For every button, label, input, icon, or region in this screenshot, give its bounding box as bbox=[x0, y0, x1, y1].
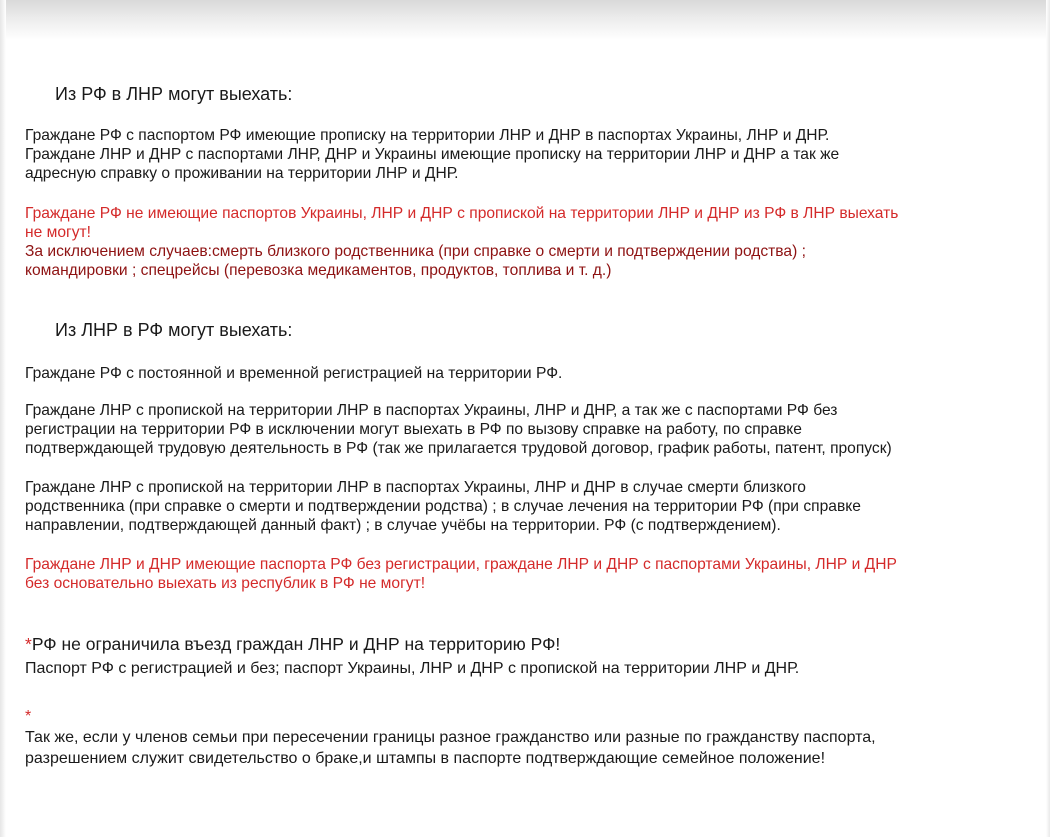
text-line: родственника (при справке о смерти и подтверждении родства) ; в случае лечения на территории РФ (при справке bbox=[25, 497, 861, 515]
text-line: адресную справку о проживании на территории ЛНР и ДНР. bbox=[25, 164, 459, 182]
note1-title-text: РФ не ограничила въезд граждан ЛНР и ДНР на территорию РФ! bbox=[31, 634, 561, 654]
section1-heading: Из РФ в ЛНР могут выехать: bbox=[55, 84, 293, 104]
warning-line: Граждане РФ не имеющие паспортов Украины, ЛНР и ДНР с пропиской на территории ЛНР и ДНР из РФ в ЛНР выехать bbox=[25, 205, 899, 222]
section2-paragraph-2 bbox=[25, 402, 892, 458]
note2-line-2: разрешением служит свидетельство о браке,и штампы в паспорте подтверждающие семейное положение! bbox=[25, 750, 826, 767]
text-line: Граждане ЛНР и ДНР с паспортами ЛНР, ДНР и Украины имеющие прописку на территории ЛНР и ДНР а так же bbox=[25, 145, 840, 163]
text-line: Граждане ЛНР с пропиской на территории ЛНР в паспортах Украины, ЛНР и ДНР в случае смерти близкого bbox=[25, 479, 806, 496]
section1-paragraph bbox=[25, 127, 839, 183]
section2-paragraph-3 bbox=[25, 479, 861, 535]
note1-body: Паспорт РФ с регистрацией и без; паспорт Украины, ЛНР и ДНР с пропиской на территории ЛНР и ДНР. bbox=[25, 660, 800, 677]
warning-line: не могут! bbox=[25, 223, 91, 241]
text-line: подтверждающей трудовую деятельность в РФ (так же прилагается трудовой договор, график работы, патент, пропуск) bbox=[25, 439, 892, 457]
note2 bbox=[25, 706, 876, 769]
section1-warning bbox=[25, 205, 898, 243]
note2-line-1-text: Так же, если у членов семьи при пересечении границы разное гражданство или разные по гражданству паспорта, bbox=[25, 729, 876, 746]
exception-line: За исключением случаев:смерть близкого родственника (при справке о смерти и подтверждении родства) ; bbox=[25, 243, 806, 260]
asterisk-marker: * bbox=[25, 708, 32, 725]
note1-title bbox=[25, 634, 560, 655]
asterisk-marker: * bbox=[25, 634, 32, 654]
section1-exceptions bbox=[25, 243, 806, 281]
warning-line: без основательно выехать из республик в РФ не могут! bbox=[25, 574, 426, 592]
note2-line-1 bbox=[25, 706, 876, 748]
section2-heading: Из ЛНР в РФ могут выехать: bbox=[55, 320, 293, 340]
warning-line: Граждане ЛНР и ДНР имеющие паспорта РФ без регистрации, граждане ЛНР и ДНР с паспортами Украины, ЛНР и ДНР bbox=[25, 556, 897, 573]
section2-warning bbox=[25, 556, 897, 594]
text-line: регистрации на территории РФ в исключении могут выехать в РФ по вызову справке на работу, по справке bbox=[25, 420, 802, 438]
text-line: Граждане РФ с паспортом РФ имеющие прописку на территории ЛНР и ДНР в паспортах Украины, ЛНР и ДНР. bbox=[25, 127, 830, 144]
exception-line: командировки ; спецрейсы (перевозка медикаментов, продуктов, топлива и т. д.) bbox=[25, 261, 612, 279]
text-line: направлении, подтверждающей данный факт) ; в случае учёбы на территории. РФ (с подтверждением). bbox=[25, 516, 781, 534]
text-line: Граждане ЛНР с пропиской на территории ЛНР в паспортах Украины, ЛНР и ДНР, а так же с паспортами РФ без bbox=[25, 402, 838, 419]
section2-paragraph-1 bbox=[25, 365, 562, 384]
text-line: Граждане РФ с постоянной и временной регистрацией на территории РФ. bbox=[25, 365, 563, 382]
